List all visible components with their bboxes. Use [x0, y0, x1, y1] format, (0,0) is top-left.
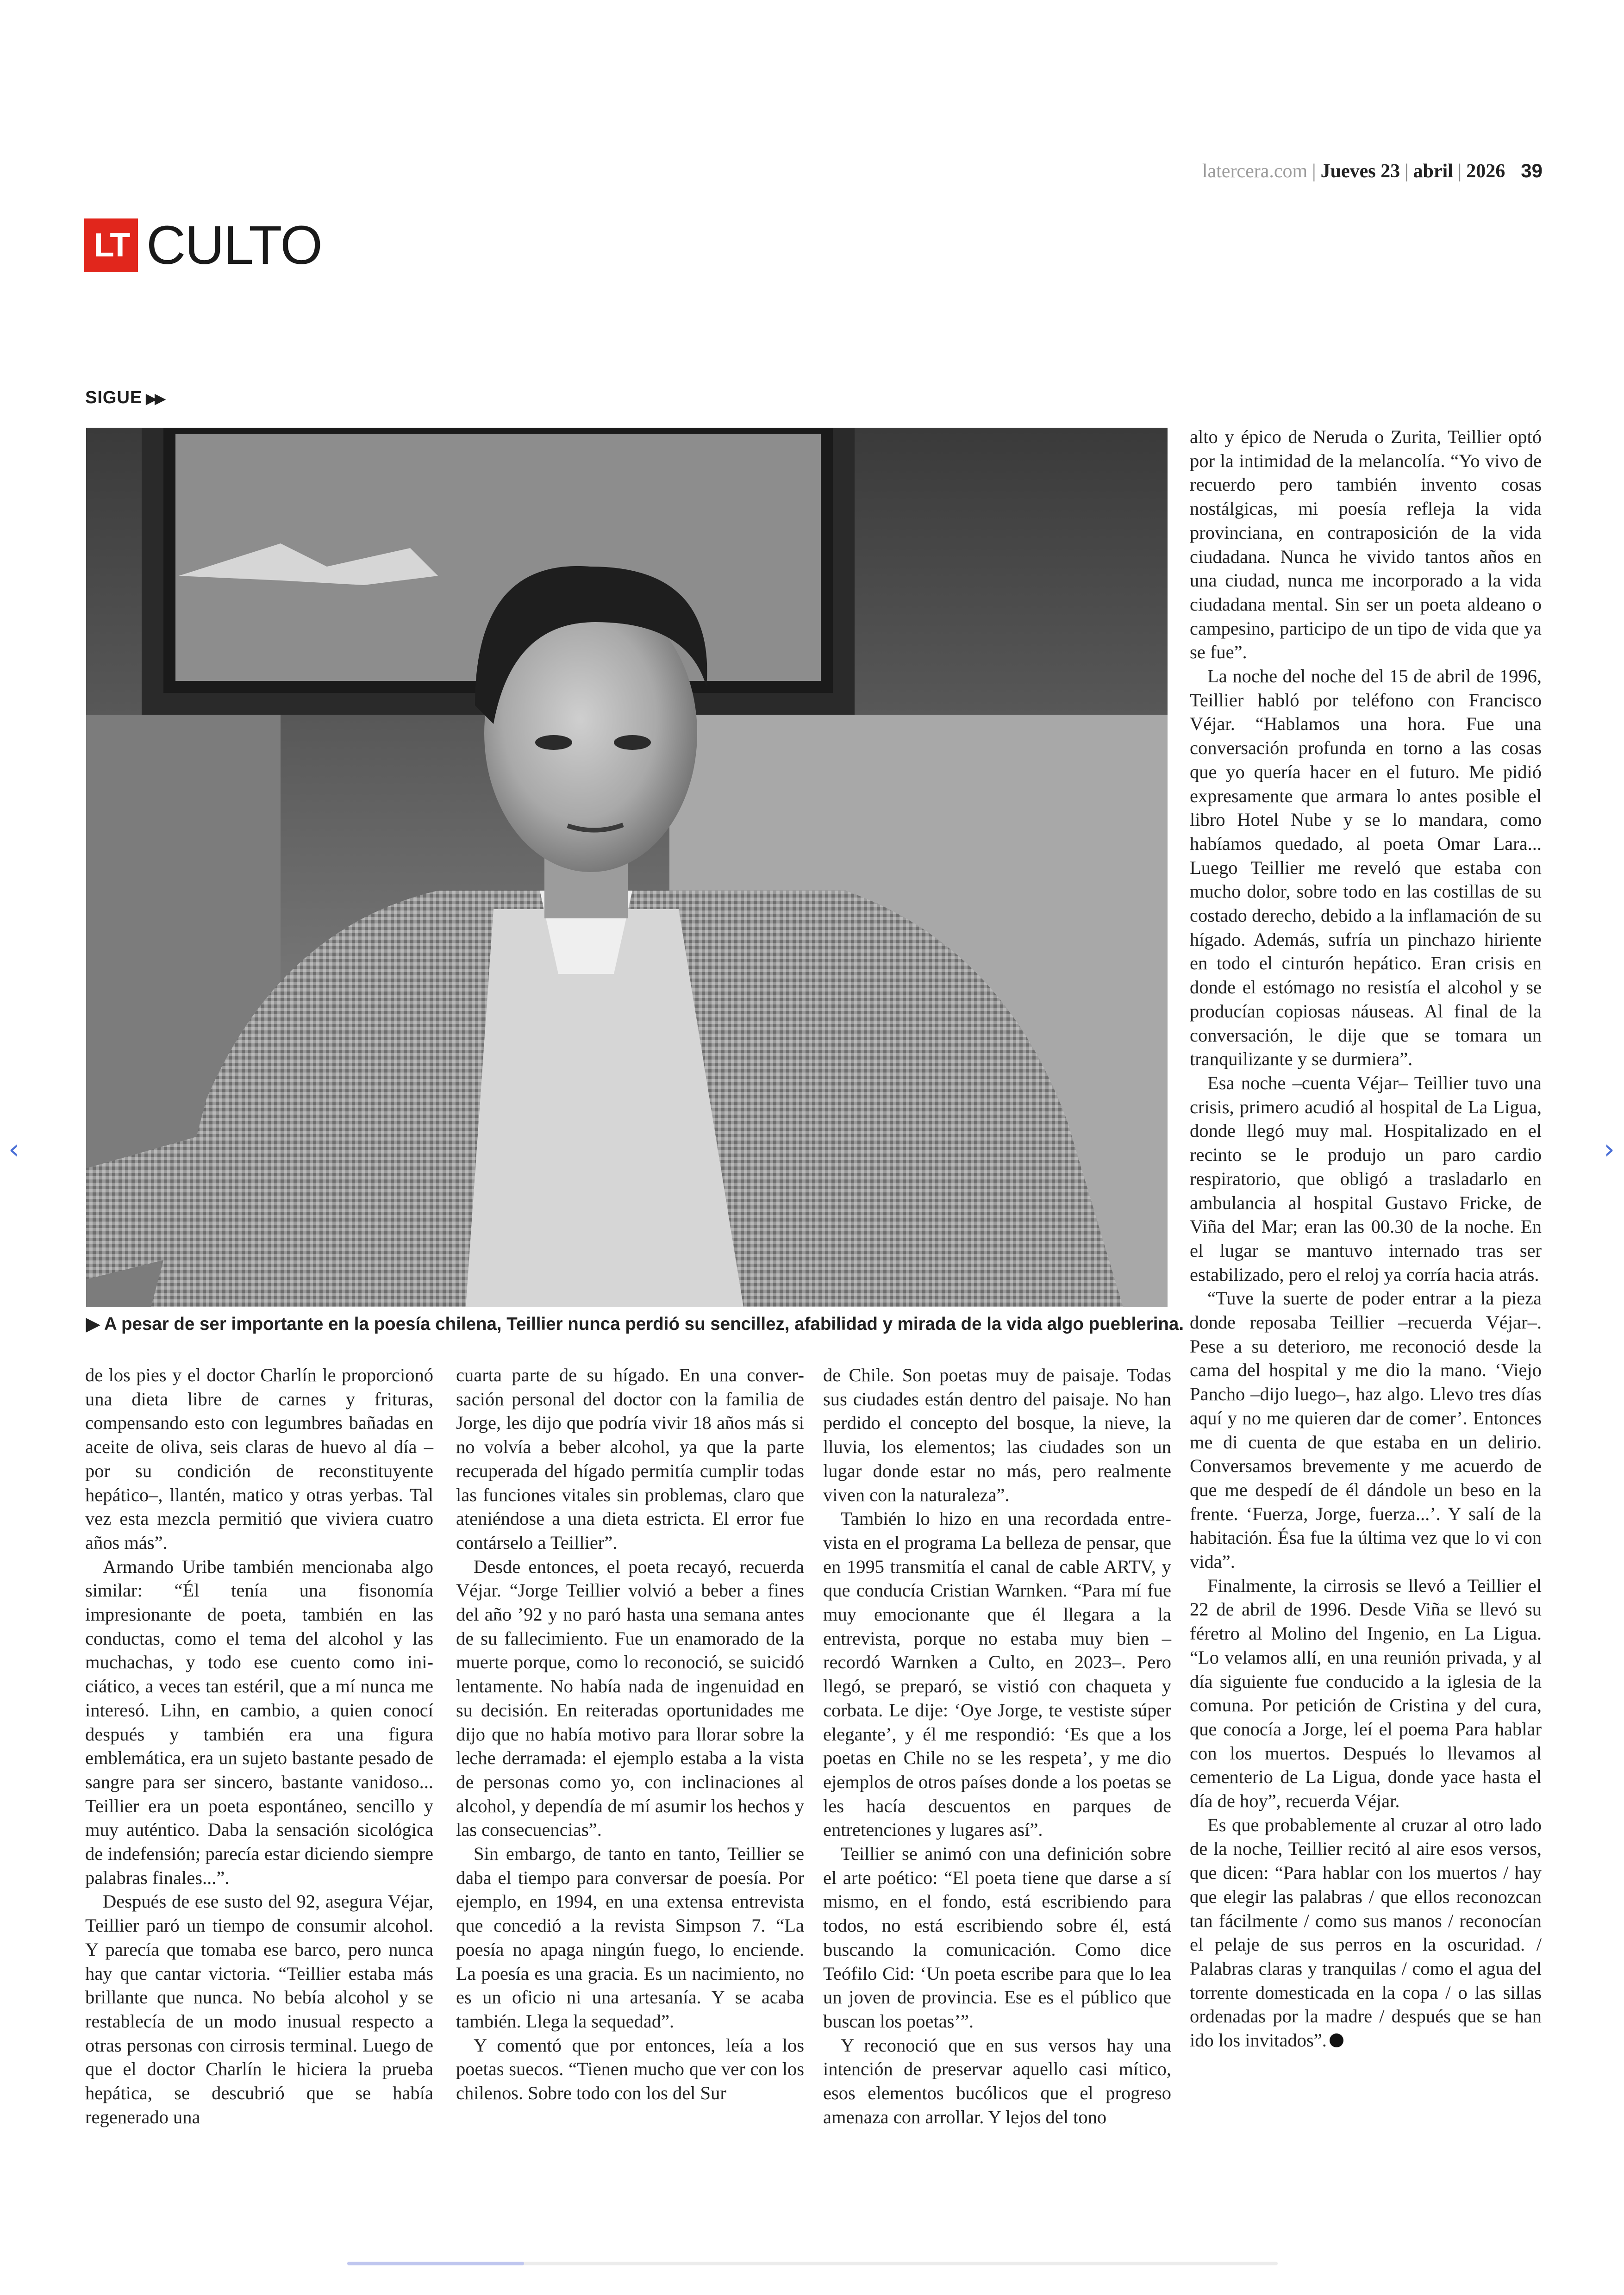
- paragraph: de los pies y el doctor Charlín le proporcionó una dieta libre de carnes y frituras, compensando esto con legumbres bañadas en aceite de oliva, seis claras de huevo al día –por su condición de reconstituyente hepático–, llantén, matico y otras yerbas. Tal vez esta mezcla permitió que viviera cuatro años más”.: [85, 1365, 433, 1553]
- section-name: CULTO: [146, 215, 322, 276]
- paragraph: Y reconoció que en sus versos hay una intención de preservar aquello casi mítico, esos elementos bucólicos que el progreso amenaza con arrollar. Y lejos del tono: [823, 2034, 1171, 2127]
- paragraph: Esa noche –cuenta Véjar– Teillier tuvo una crisis, primero acudió al hospital de La Ligua, donde llegó muy mal. Hospitalizado en el recinto se le produjo un paro cardio respiratorio, que obligó a trasladarlo en ambulancia al hospital Gustavo Fricke, de Viña del Mar; eran las 00.30 de la noche. En el lugar se mantuvo internado tras ser estabilizado, pero el reloj ya corría hacia atrás.: [1190, 1072, 1542, 1285]
- paragraph: También lo hizo en una recordada entrevista en el programa La belleza de pensar, que en 1995 transmitía el canal de cable ARTV, y que conducía Cristian Warnken. “Para mí fue muy emocionante que él llegara a la entrevista, porque no estaba muy bien –recordó Warnken a Culto, en 2023–. Pero llegó, se preparó, se vistió con chaqueta y corbata. Le dije: ‘Oye Jorge, te vestiste súper elegante’, y él me respondió: ‘Es que a los poetas en Chile no se les respeta’, y me dio ejemplos de otros países donde a los poetas se les hacía descuentos en parques de entretenciones y lugares así”.: [823, 1508, 1171, 1840]
- paragraph: Teillier se animó con una definición sobre el arte poético: “El poeta tiene que darse a sí mismo, en el fondo, está escribiendo para todos, no está escribiendo sobre él, está buscando la comunicación. Como dice Teófilo Cid: ‘Un poeta escribe para que lo lea un joven de provincia. Ese es el público que buscan los poetas’”.: [823, 1843, 1171, 2032]
- scroll-progress-fill: [347, 2262, 524, 2265]
- paragraph: Sin embargo, de tanto en tanto, Teillier se daba el tiempo para conversar de poesía. Por ejemplo, en 1994, en una extensa entrevista que concedió a la revista Simpson 7. “La poesía no apaga ningún fuego, lo enciende. La poesía es una gracia. Es un nacimiento, no es un oficio ni una artesanía. Y se acaba también. Llega la sequedad”.: [456, 1843, 804, 2032]
- article-column-1: [85, 1363, 433, 2129]
- paragraph-final-text: Es que probablemente al cruzar al otro lado de la noche, Teillier recitó al aire esos versos, que dicen: “Para hablar con los muertos / hay que elegir las palabras / que ellos reconozcan tan fácilmente / como sus manos / reconocían el pelaje de sus perros en la oscuridad. / Palabras claras y tranquilas / como el agua del torrente domesticada en la copa / o las sillas ordenadas por la madre / después que se han ido los invitados”.: [1190, 1814, 1542, 2051]
- paragraph: alto y épico de Neruda o Zurita, Teillier optó por la intimidad de la melancolía. “Yo vivo de recuerdo pero también invento cosas nostálgicas, mi poesía refleja la vida provinciana, en contraposición de la vida ciudadana. Nunca he vivido tantos años en una ciudad, nunca me incorporado a la vida ciudadana mental. Sin ser un poeta aldeano o campesino, participo de un tipo de vida que ya se fue”.: [1190, 426, 1542, 663]
- article-column-3: [823, 1363, 1171, 2129]
- continued-label: [85, 388, 163, 408]
- end-mark-icon: [1330, 2033, 1343, 2047]
- paragraph: “Tuve la suerte de poder entrar a la pieza donde reposaba Teillier –recuerda Véjar–. Pese a su deterioro, me reconoció desde la cama del hospital y me dio la mano. ‘Viejo Pancho –dijo luego–, haz algo. Llevo tres días aquí y no me quieren dar de comer’. Entonces me di cuenta de que estaba en un delirio. Conversamos brevemente y me acuerdo de que me despedí de él dándole un beso en la frente. ‘Fuerza, Jorge, fuerza...’. Y salí de la habitación. Ésa fue la última vez que lo vi con vida”.: [1190, 1288, 1542, 1572]
- section-brand: [84, 215, 322, 276]
- caption-arrow-icon: ▶: [86, 1314, 104, 1334]
- paragraph: Desde entonces, el poeta recayó, recuerda Véjar. “Jorge Teillier volvió a beber a fines del año ’92 y no paró hasta una semana antes de su fallecimiento. Fue un enamorado de la muerte porque, como lo reconoció, se suicidó lentamente. No había nada de ingenuidad en su decisión. En reiteradas oportunidades me dijo que no había motivo para llorar sobre la leche derramada: el ejemplo estaba a la vista de personas como yo, con inclinaciones al alcohol, y dependía de mí asumir los hechos y las consecuencias”.: [456, 1556, 804, 1840]
- continued-text: SIGUE: [85, 388, 143, 407]
- article-photo: [86, 428, 1168, 1307]
- scroll-progress-track[interactable]: [347, 2262, 1278, 2265]
- article-column-2: [456, 1363, 804, 2105]
- paragraph: Armando Uribe también mencionaba algo similar: “Él tenía una fisonomía impresionante de poeta, también en las conductas, como el tema del alcohol y las muchachas, y todo ese cuento como iniciático, a veces tan estéril, que a mí nunca me interesó. Lihn, en cambio, a quien conocí después y también era una figura emblemática, era un sujeto bastante pesado de sangre para ser sincero, bastante vanidoso... Teillier era un poeta espontáneo, sencillo y muy auténtico. Daba la sensación sicológica de indefensión; parecía estar diciendo siempre palabras finales...”.: [85, 1556, 433, 1888]
- chevron-left-icon[interactable]: ‹: [8, 1133, 19, 1166]
- page-folio: latercera.com | Jueves 23 | abril | 2026 39: [1202, 160, 1543, 182]
- paragraph: de Chile. Son poetas muy de paisaje. Todas sus ciudades están dentro del paisaje. No han perdido el concepto del bosque, la nieve, la lluvia, los elementos; las ciudades son un lugar donde estar no más, pero realmente viven con la naturaleza”.: [823, 1365, 1171, 1505]
- paragraph: cuarta parte de su hígado. En una conversación personal del doctor con la familia de Jorge, les dijo que podría vivir 18 años más si no volvía a beber alcohol, ya que la parte recuperada del hígado permitía cumplir todas las funciones vitales sin problemas, claro que ateniéndose a una dieta estricta. El error fue contárselo a Teillier”.: [456, 1365, 804, 1553]
- caption-text: A pesar de ser importante en la poesía chilena, Teillier nunca perdió su sencillez, afabilidad y mirada de la vida algo pueblerina.: [104, 1314, 1184, 1334]
- paragraph: Y comentó que por entonces, leía a los poetas suecos. “Tienen mucho que ver con los chilenos. Sobre todo con los del Sur: [456, 2034, 804, 2104]
- page-number: 39: [1521, 160, 1543, 181]
- issue-day: Jueves 23: [1320, 161, 1400, 182]
- paragraph-final: [1190, 1813, 1542, 2052]
- paragraph: Finalmente, la cirrosis se llevó a Teillier el 22 de abril de 1996. Desde Viña se llevó su féretro al Molino del Ingenio, en La Ligua. “Lo velamos allí, en una reunión privada, y al día siguiente fue conducido a la iglesia de la comuna. Por petición de Cristina y del cura, que conocía a Jorge, leí el poema Para hablar con los muertos. Después lo llevamos al cementerio de La Ligua, donde yace hasta el día de hoy”, recuerda Véjar.: [1190, 1575, 1542, 1812]
- continue-arrows-icon: ▶▶: [146, 391, 164, 406]
- article-column-4: [1190, 425, 1542, 2052]
- issue-month: abril: [1413, 161, 1453, 182]
- paragraph: Después de ese susto del 92, asegura Véjar, Teillier paró un tiempo de consumir alcohol. Y parecía que tomaba ese barco, pero nunca hay que cantar victoria. “Teillier estaba más brillante que nunca. No bebía alcohol y se restablecía de un modo inusual respecto a otras personas con cirrosis terminal. Luego de que el doctor Charlín le hiciera la prueba hepática, se descubrió que se había regenerado una: [85, 1891, 433, 2127]
- issue-year: 2026: [1466, 161, 1505, 182]
- site-name: latercera.com: [1202, 161, 1308, 182]
- chevron-right-icon[interactable]: ›: [1604, 1133, 1615, 1166]
- portrait-illustration: [86, 428, 1168, 1307]
- paragraph: La noche del noche del 15 de abril de 1996, Teillier habló por teléfono con Francisco Véjar. “Hablamos una hora. Fue una conversación profunda en torno a las cosas que yo quería hacer en el futuro. Me pidió expresamente que armara lo antes posible el libro Hotel Nube y se lo mandara, como habíamos quedado, al poeta Omar Lara... Luego Teillier me reveló que estaba con mucho dolor, sobre todo en las costillas de su costado derecho, debido a la inflamación de su hígado. Además, sufría un pinchazo hiriente en todo el cinturón hepático. Eran crisis en donde el estómago no resistía el alcohol y se producían copiosas náuseas. Al final de la conversación, le dije que se tomara un tranquilizante y se durmiera”.: [1190, 666, 1542, 1070]
- photo-caption: [86, 1314, 1184, 1335]
- lt-logo: LT: [84, 218, 138, 272]
